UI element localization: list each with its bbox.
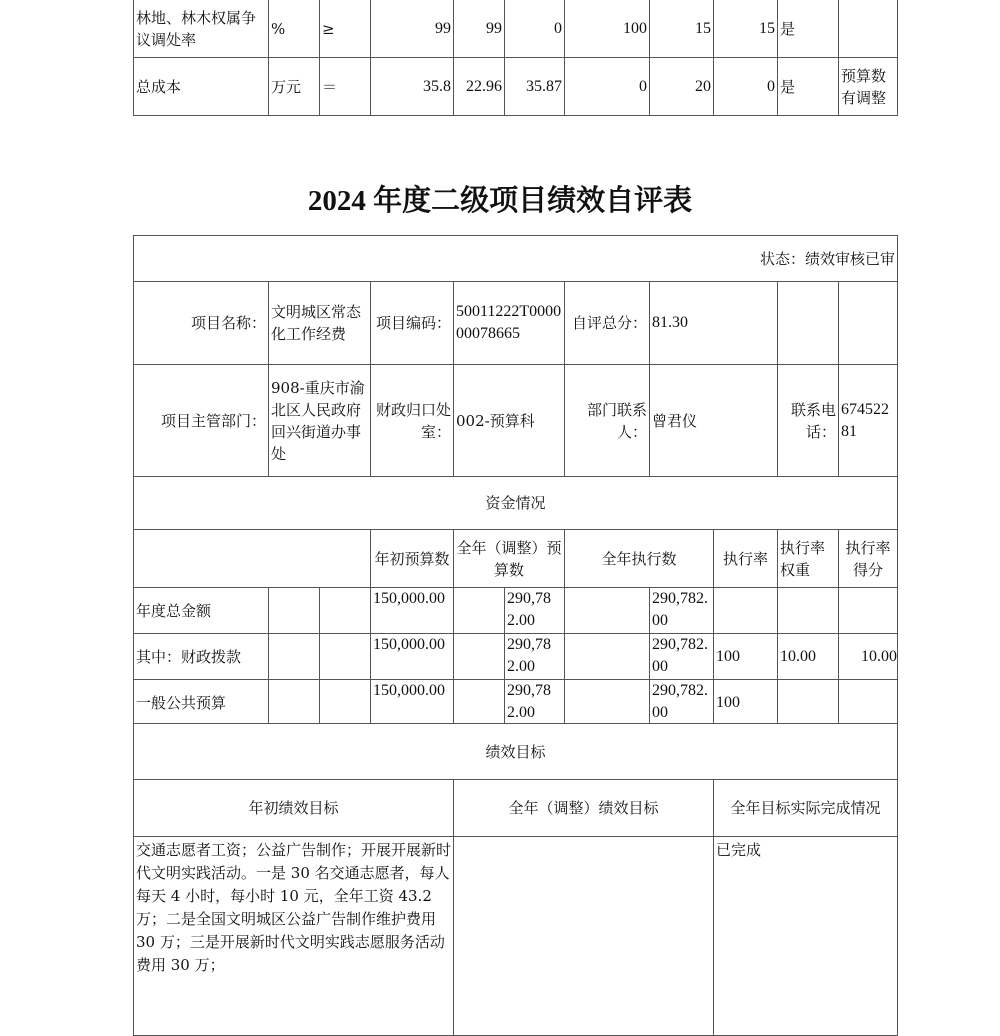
indicator-name <box>133 0 269 58</box>
funding-cell-executed <box>649 587 714 634</box>
self-score-label <box>564 281 650 365</box>
funding-cell-empty <box>319 679 371 726</box>
funding-cell-initial <box>370 679 454 726</box>
funding-cell-label <box>133 587 269 634</box>
contact-label-text: 部门联系人： <box>586 400 647 441</box>
funding-header-executed <box>564 529 714 588</box>
funding-cell-text: 其中：财政拨款 <box>136 647 242 666</box>
funding-cell-empty <box>319 633 371 680</box>
indicator-value-1 <box>370 57 454 116</box>
completion-text: 已完成 <box>716 841 762 859</box>
finance-office-label-text: 财政归口处室： <box>375 400 451 441</box>
project-name-label <box>133 281 269 365</box>
project-code-label <box>370 281 454 365</box>
funding-cell-text: 100 <box>716 693 740 711</box>
goals-header-completion <box>713 779 898 837</box>
contact-label <box>564 364 650 477</box>
funding-cell-text: 290,782.00 <box>652 682 708 721</box>
funding-cell-empty <box>564 679 650 726</box>
indicator-value-text: 20 <box>695 77 711 95</box>
indicator-operator <box>319 0 371 58</box>
indicator-value-3 <box>504 57 565 116</box>
funding-cell-text: 290,782.00 <box>507 590 551 629</box>
funding-cell-text: 10.00 <box>861 647 897 665</box>
finance-office-value <box>453 364 565 477</box>
indicator-value-5 <box>649 0 714 58</box>
indicator-flag-text: 是 <box>780 19 796 38</box>
funding-section-title-text: 资金情况 <box>485 494 546 512</box>
indicator-value-5 <box>649 57 714 116</box>
indicator-value-text: 0 <box>639 77 647 95</box>
indicator-unit-text: % <box>271 19 286 38</box>
indicator-name <box>133 57 269 116</box>
funding-header-text: 全年（调整）预算数 <box>456 538 562 579</box>
indicator-value-4 <box>564 57 650 116</box>
funding-section-title <box>133 476 898 530</box>
funding-cell-empty <box>564 587 650 634</box>
funding-cell-text: 290,782.00 <box>652 636 708 675</box>
finance-office-label <box>370 364 454 477</box>
funding-cell-initial <box>370 587 454 634</box>
funding-cell-empty <box>453 679 505 726</box>
funding-cell-text: 290,782.00 <box>652 590 708 629</box>
goals-header-adjusted <box>453 779 714 837</box>
completion-content <box>713 836 898 1036</box>
funding-cell-text: 290,782.00 <box>507 636 551 675</box>
funding-cell-label <box>133 679 269 726</box>
indicator-value-1 <box>370 0 454 58</box>
indicator-note <box>838 0 898 58</box>
contact-value-text: 曾君仪 <box>652 411 698 430</box>
dept-label <box>133 364 269 477</box>
project-code-value-text: 50011222T000000078665 <box>456 303 562 342</box>
indicator-value-text: 35.87 <box>526 77 562 95</box>
funding-cell-text: 100 <box>716 647 740 665</box>
funding-cell-executed <box>649 679 714 726</box>
dept-label-text: 项目主管部门： <box>160 411 266 430</box>
status-text: 状态：绩效审核已审 <box>759 249 895 268</box>
funding-cell-text: 一般公共预算 <box>136 693 227 712</box>
indicator-value-3 <box>504 0 565 58</box>
project-name-value-text: 文明城区常态化工作经费 <box>271 303 362 343</box>
indicator-value-text: 35.8 <box>423 77 451 95</box>
indicator-value-text: 99 <box>486 19 502 37</box>
funding-cell-empty <box>268 633 320 680</box>
funding-header-text: 执行率权重 <box>780 538 826 579</box>
project-code-label-text: 项目编码： <box>375 314 451 332</box>
funding-cell-empty <box>268 587 320 634</box>
indicator-value-text: 0 <box>767 77 775 95</box>
funding-header-text: 全年执行数 <box>601 549 677 568</box>
funding-cell-text: 150,000.00 <box>373 682 445 699</box>
self-score-label-text: 自评总分： <box>571 314 647 332</box>
indicator-name-text: 林地、林木权属争议调处率 <box>136 8 257 49</box>
empty-cell <box>838 281 898 365</box>
project-name-value <box>268 281 371 365</box>
funding-header-text: 年初预算数 <box>374 549 450 568</box>
adjusted-goal-content <box>453 836 714 1036</box>
indicator-value-4 <box>564 0 650 58</box>
project-code-value <box>453 281 565 365</box>
indicator-flag <box>777 0 839 58</box>
funding-cell-executed <box>649 633 714 680</box>
funding-header-text: 执行率 <box>722 549 768 568</box>
indicator-value-text: 99 <box>435 19 451 37</box>
goals-header-text: 全年（调整）绩效目标 <box>508 799 659 817</box>
phone-value-text: 67452281 <box>841 400 889 440</box>
funding-cell-adjusted <box>504 587 565 634</box>
funding-cell-adjusted <box>504 679 565 726</box>
indicator-value-2 <box>453 0 505 58</box>
contact-value <box>649 364 778 477</box>
indicator-value-text: 100 <box>623 19 647 37</box>
indicator-value-text: 15 <box>695 19 711 37</box>
funding-cell-weight <box>777 679 839 726</box>
funding-cell-empty <box>268 679 320 726</box>
phone-value <box>838 364 898 477</box>
dept-value-text: 908-重庆市渝北区人民政府回兴街道办事处 <box>271 378 365 463</box>
indicator-value-text: 15 <box>759 19 775 37</box>
page-title: 2024 年度二级项目绩效自评表 <box>307 185 693 217</box>
funding-cell-score <box>838 633 898 680</box>
funding-cell-empty <box>319 587 371 634</box>
empty-cell <box>777 281 839 365</box>
indicator-unit-text: 万元 <box>271 77 302 96</box>
indicator-operator-text: ＝ <box>322 77 338 96</box>
funding-cell-label <box>133 633 269 680</box>
funding-header-text: 执行率得分 <box>845 538 891 579</box>
project-name-label-text: 项目名称： <box>190 314 266 332</box>
self-score-value <box>649 281 778 365</box>
indicator-note-text: 预算数有调整 <box>841 66 887 107</box>
phone-label <box>777 364 839 477</box>
funding-cell-score <box>838 587 898 634</box>
funding-cell-empty <box>453 633 505 680</box>
funding-header-blank <box>133 529 371 588</box>
funding-cell-weight <box>777 633 839 680</box>
indicator-flag <box>777 57 839 116</box>
finance-office-value-text: 002-预算科 <box>456 411 535 430</box>
goals-section-title-text: 绩效目标 <box>485 742 546 761</box>
indicator-unit <box>268 57 320 116</box>
funding-cell-text: 150,000.00 <box>373 636 445 653</box>
funding-cell-text: 150,000.00 <box>373 590 445 607</box>
goals-header-initial <box>133 779 454 837</box>
goals-section-title <box>133 723 898 780</box>
indicator-note <box>838 57 898 116</box>
indicator-unit <box>268 0 320 58</box>
self-score-value-text: 81.30 <box>652 314 688 331</box>
funding-cell-adjusted <box>504 633 565 680</box>
dept-value <box>268 364 371 477</box>
indicator-flag-text: 是 <box>780 77 796 96</box>
funding-header-adjusted <box>453 529 565 588</box>
funding-cell-text: 290,782.00 <box>507 682 551 721</box>
funding-cell-empty <box>453 587 505 634</box>
phone-label-text: 联系电话： <box>790 400 836 441</box>
indicator-value-6 <box>713 57 778 116</box>
funding-cell-initial <box>370 633 454 680</box>
funding-cell-rate <box>713 633 778 680</box>
indicator-value-text: 22.96 <box>466 77 502 95</box>
funding-header-rate <box>713 529 778 588</box>
funding-cell-rate <box>713 679 778 726</box>
initial-goal-content <box>133 836 454 1036</box>
funding-cell-empty <box>564 633 650 680</box>
indicator-value-6 <box>713 0 778 58</box>
indicator-name-text: 总成本 <box>136 77 182 96</box>
funding-header-score <box>838 529 898 588</box>
funding-cell-text: 10.00 <box>780 647 816 665</box>
initial-goal-text: 交通志愿者工资；公益广告制作；开展开展新时代文明实践活动。一是 30 名交通志愿者，每人每天 4 小时，每小时 10 元，全年工资 43.2 万；二是全国文明城区公益广告制作维护费用 30 万；三是开展新时代文明实践志愿服务活动费用 30 万； <box>136 841 452 974</box>
funding-header-weight <box>777 529 839 588</box>
funding-header-initial <box>370 529 454 588</box>
indicator-value-text: 0 <box>554 19 562 37</box>
funding-cell-text: 年度总金额 <box>136 601 212 620</box>
status-row <box>133 235 898 282</box>
goals-header-text: 全年目标实际完成情况 <box>730 799 881 817</box>
funding-cell-weight <box>777 587 839 634</box>
indicator-value-2 <box>453 57 505 116</box>
indicator-operator <box>319 57 371 116</box>
indicator-operator-text: ≥ <box>322 19 335 38</box>
goals-header-text: 年初绩效目标 <box>248 799 339 817</box>
funding-cell-score <box>838 679 898 726</box>
funding-cell-rate <box>713 587 778 634</box>
